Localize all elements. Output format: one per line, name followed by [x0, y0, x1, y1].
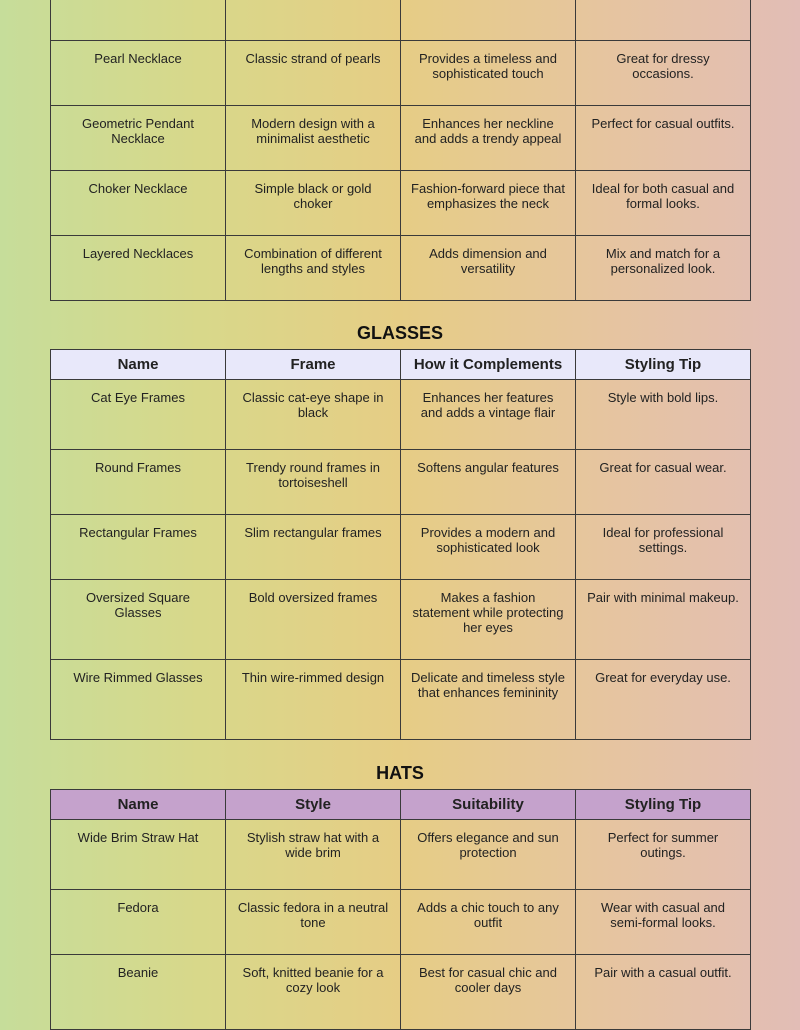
necklace-benefit: Provides a timeless and sophisticated touch [401, 41, 576, 106]
glasses-name: Cat Eye Frames [51, 380, 226, 450]
necklace-description: Simple black or gold choker [226, 171, 401, 236]
column-header-name: Name [51, 350, 226, 380]
hat-suitability: Best for casual chic and cooler days [401, 955, 576, 1030]
glasses-tip: Pair with minimal makeup. [576, 580, 751, 660]
necklace-name: Pearl Necklace [51, 41, 226, 106]
glasses-complements: Enhances her features and adds a vintage flair [401, 380, 576, 450]
necklace-tip: Ideal for both casual and formal looks. [576, 171, 751, 236]
necklace-benefit: Adds dimension and versatility [401, 236, 576, 301]
necklace-description: Classic strand of pearls [226, 41, 401, 106]
table-row [51, 955, 751, 1030]
necklace-description: Combination of different lengths and styles [226, 236, 401, 301]
hats-section-title: HATS [376, 763, 424, 783]
table-header-row [51, 350, 751, 380]
glasses-tip: Ideal for professional settings. [576, 515, 751, 580]
table-row [51, 890, 751, 955]
hat-tip: Pair with a casual outfit. [576, 955, 751, 1030]
glasses-tip: Great for casual wear. [576, 450, 751, 515]
column-header-name: Name [51, 790, 226, 820]
hat-name: Wide Brim Straw Hat [51, 820, 226, 890]
necklace-name: Layered Necklaces [51, 236, 226, 301]
glasses-name: Round Frames [51, 450, 226, 515]
necklace-tip [576, 0, 751, 41]
hat-style: Soft, knitted beanie for a cozy look [226, 955, 401, 1030]
glasses-name: Oversized Square Glasses [51, 580, 226, 660]
hat-name: Beanie [51, 955, 226, 1030]
glasses-frame: Trendy round frames in tortoiseshell [226, 450, 401, 515]
glasses-complements: Provides a modern and sophisticated look [401, 515, 576, 580]
column-header-frame: Frame [226, 350, 401, 380]
necklace-benefit: Enhances her neckline and adds a trendy appeal [401, 106, 576, 171]
glasses-name: Rectangular Frames [51, 515, 226, 580]
table-row [51, 106, 751, 171]
column-header-styling-tip: Styling Tip [576, 350, 751, 380]
glasses-table [50, 349, 751, 740]
glasses-complements: Delicate and timeless style that enhances femininity [401, 660, 576, 740]
hat-suitability: Adds a chic touch to any outfit [401, 890, 576, 955]
hat-tip: Perfect for summer outings. [576, 820, 751, 890]
necklace-tip: Great for dressy occasions. [576, 41, 751, 106]
glasses-frame: Slim rectangular frames [226, 515, 401, 580]
necklace-benefit [401, 0, 576, 41]
column-header-complements: How it Complements [401, 350, 576, 380]
necklace-tip: Perfect for casual outfits. [576, 106, 751, 171]
hat-style: Stylish straw hat with a wide brim [226, 820, 401, 890]
table-row [51, 660, 751, 740]
glasses-tip: Style with bold lips. [576, 380, 751, 450]
necklace-benefit: Fashion-forward piece that emphasizes the neck [401, 171, 576, 236]
hat-suitability: Offers elegance and sun protection [401, 820, 576, 890]
necklace-name: Choker Necklace [51, 171, 226, 236]
glasses-name: Wire Rimmed Glasses [51, 660, 226, 740]
necklace-name: Geometric Pendant Necklace [51, 106, 226, 171]
table-row [51, 41, 751, 106]
glasses-tip: Great for everyday use. [576, 660, 751, 740]
necklace-tip: Mix and match for a personalized look. [576, 236, 751, 301]
table-header-row [51, 790, 751, 820]
hats-table [50, 789, 751, 1030]
glasses-complements: Softens angular features [401, 450, 576, 515]
necklace-description [226, 0, 401, 41]
table-row [51, 171, 751, 236]
column-header-suitability: Suitability [401, 790, 576, 820]
hat-name: Fedora [51, 890, 226, 955]
necklaces-table [50, 0, 751, 301]
table-row [51, 820, 751, 890]
glasses-frame: Classic cat-eye shape in black [226, 380, 401, 450]
glasses-frame: Bold oversized frames [226, 580, 401, 660]
hat-style: Classic fedora in a neutral tone [226, 890, 401, 955]
column-header-styling-tip: Styling Tip [576, 790, 751, 820]
necklace-description: Modern design with a minimalist aesthetic [226, 106, 401, 171]
table-row [51, 236, 751, 301]
necklace-name [51, 0, 226, 41]
table-row [51, 450, 751, 515]
glasses-frame: Thin wire-rimmed design [226, 660, 401, 740]
table-row [51, 515, 751, 580]
hat-tip: Wear with casual and semi-formal looks. [576, 890, 751, 955]
glasses-complements: Makes a fashion statement while protecting her eyes [401, 580, 576, 660]
table-row [51, 380, 751, 450]
glasses-section-title: GLASSES [356, 323, 444, 343]
column-header-style: Style [226, 790, 401, 820]
table-row [51, 580, 751, 660]
table-row [51, 0, 751, 41]
